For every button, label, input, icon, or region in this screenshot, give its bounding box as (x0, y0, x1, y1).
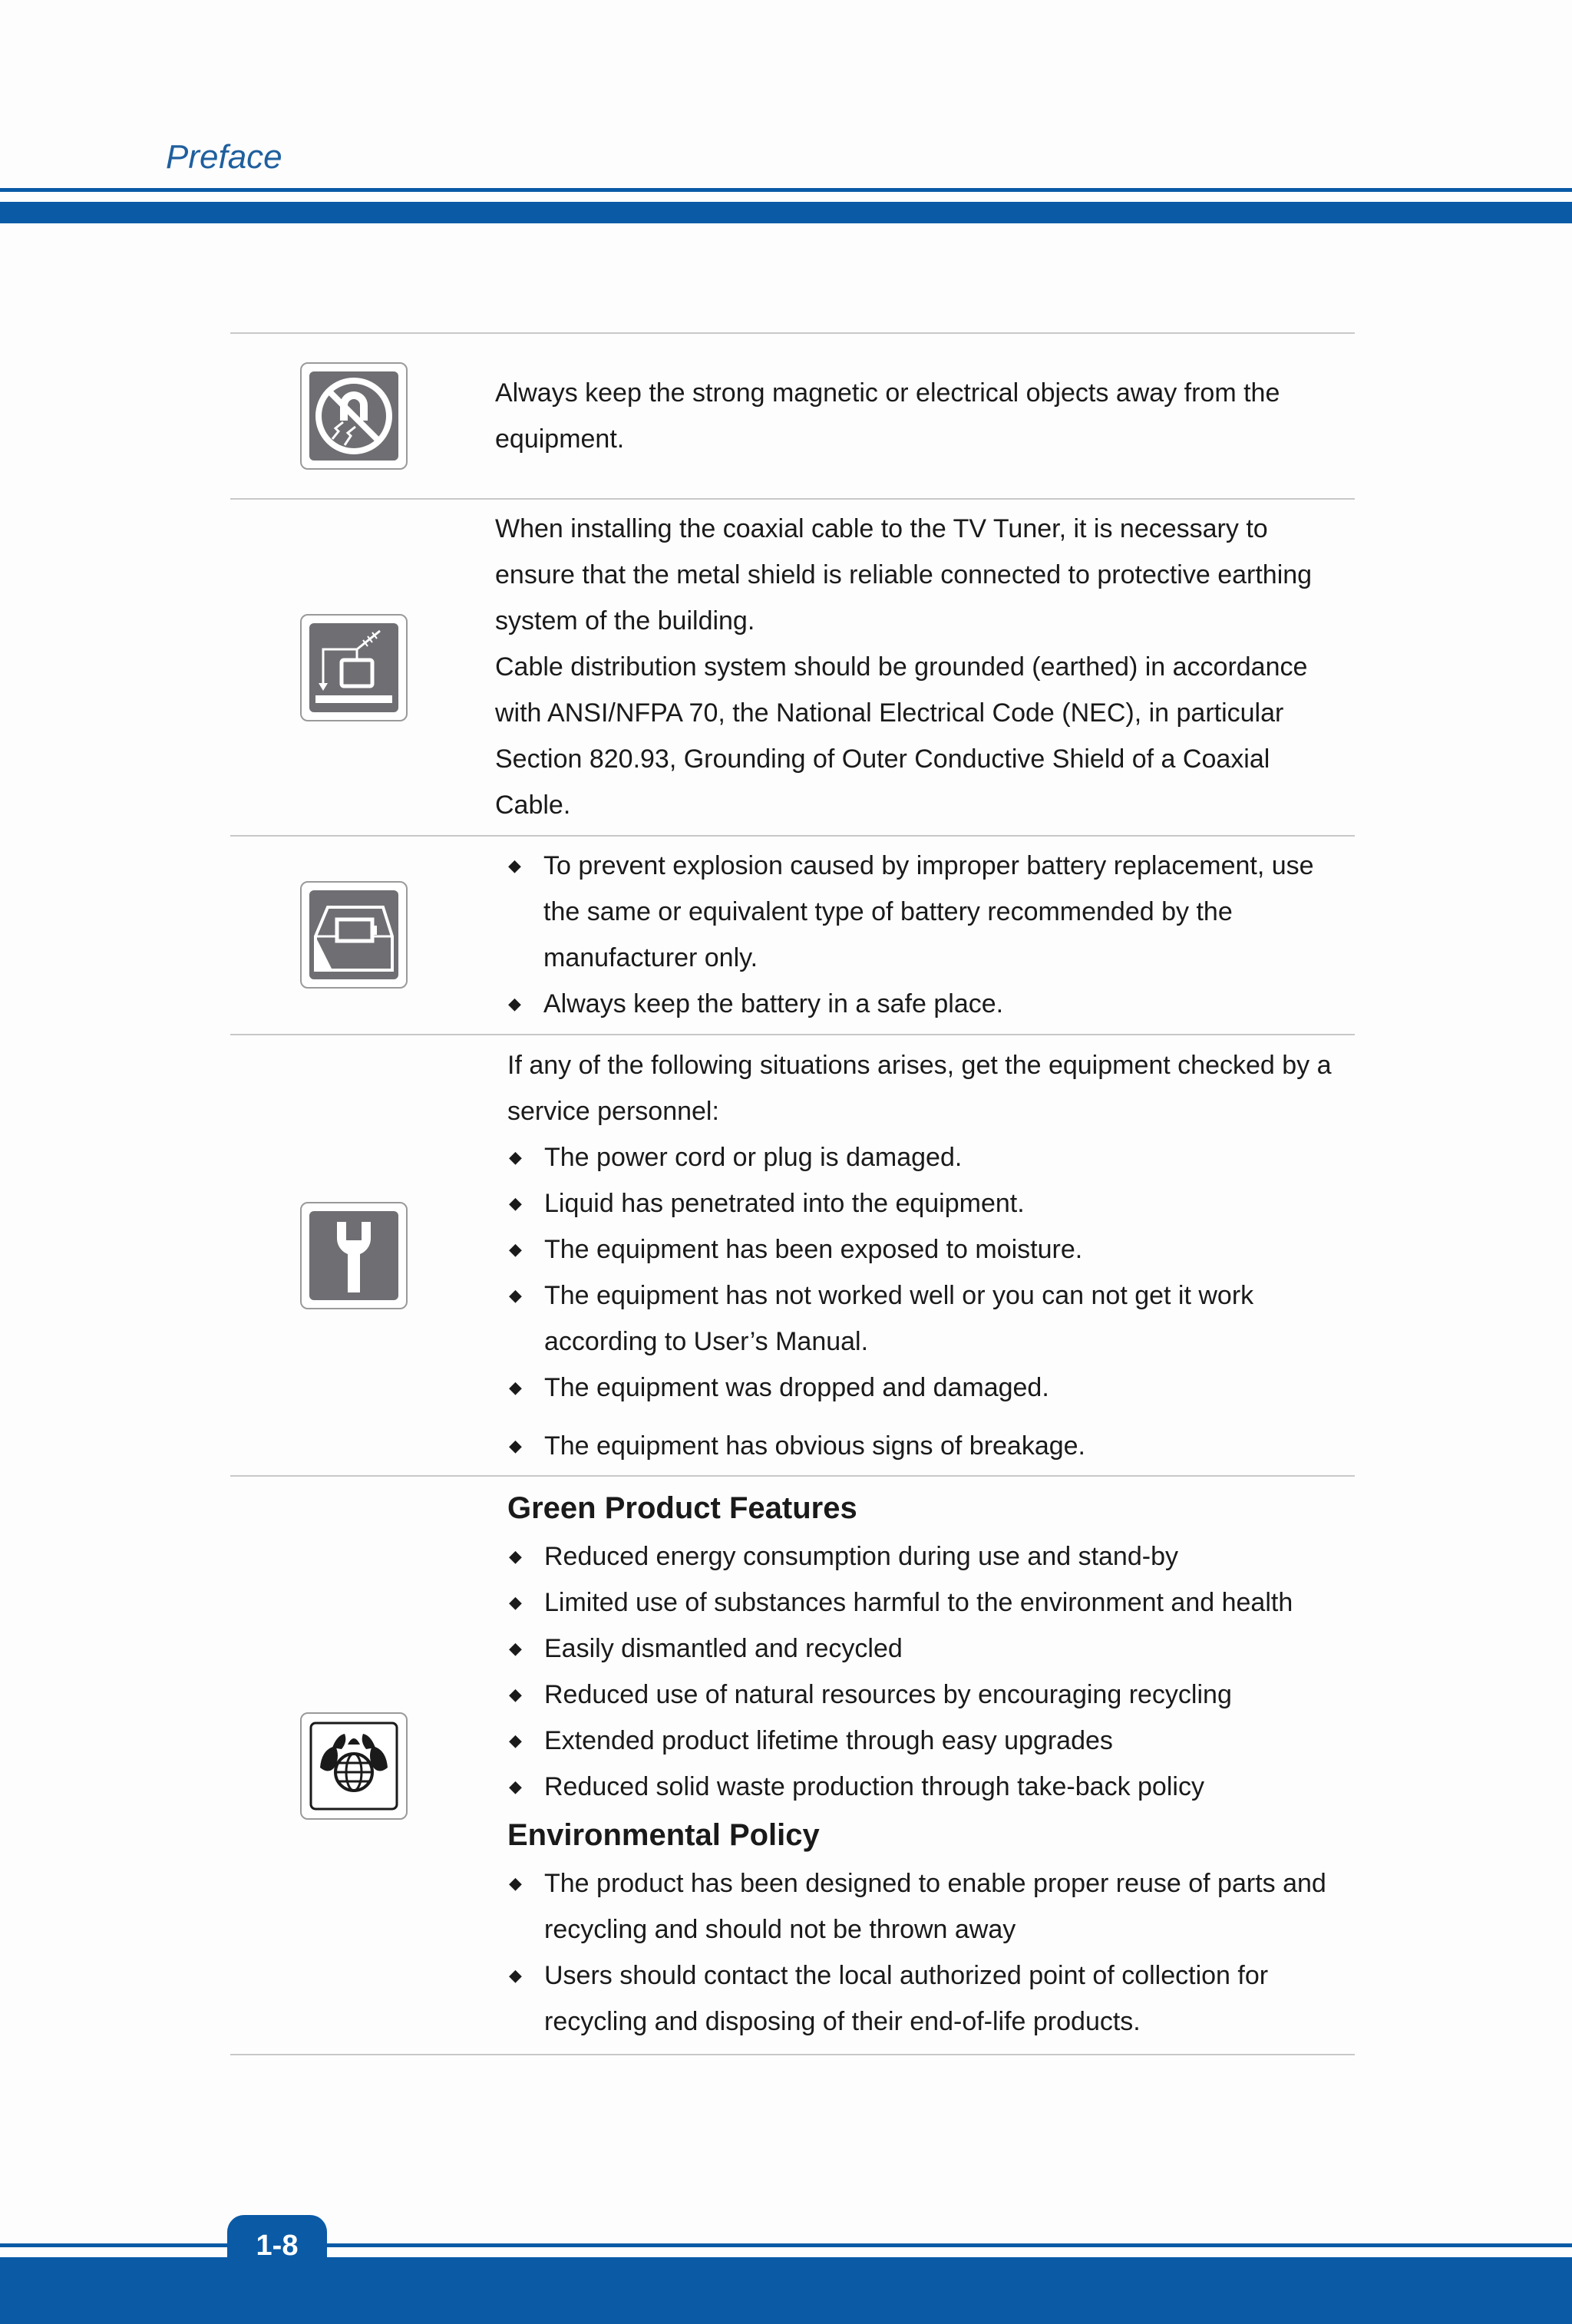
battery-warning-list (507, 843, 1351, 1027)
tv-antenna-ground-icon (300, 614, 408, 721)
list-item: ◆ Liquid has penetrated into the equipment. (509, 1189, 1025, 1218)
text-line: Cable. (495, 791, 571, 820)
list-item: ◆ Reduced solid waste production through take-back policy (509, 1772, 1204, 1801)
list-item: ◆ Always keep the battery in a safe place. (508, 989, 1004, 1018)
service-conditions (507, 1042, 1352, 1469)
list-item: ◆ The equipment has obvious signs of breakage. (509, 1431, 1086, 1461)
list-item: ◆ To prevent explosion caused by improper battery replacement, use the same or equivalent type of battery recommended by the manufacturer only. (508, 851, 1314, 972)
list-item: ◆ The equipment was dropped and damaged. (509, 1373, 1049, 1402)
text-line: with ANSI/NFPA 70, the National Electrical Code (NEC), in particular (495, 698, 1284, 728)
wrench-icon (300, 1202, 408, 1309)
table-rule (230, 498, 1355, 500)
list-item: ◆ The equipment has been exposed to moisture. (509, 1235, 1083, 1264)
text-line: Section 820.93, Grounding of Outer Conductive Shield of a Coaxial (495, 744, 1270, 774)
text-line: When installing the coaxial cable to the TV Tuner, it is necessary to (495, 514, 1268, 543)
text-line: equipment. (495, 424, 625, 454)
table-rule (230, 332, 1355, 334)
list-item: ◆ Reduced use of natural resources by encouraging recycling (509, 1680, 1232, 1709)
list-item: ◆ Extended product lifetime through easy upgrades (509, 1726, 1113, 1755)
text-line: If any of the following situations arises, get the equipment checked by a (507, 1051, 1332, 1080)
list-item: ◆ Users should contact the local authorized point of collection for recycling and disposing of their end-of-life products. (509, 1961, 1269, 2036)
header-divider (0, 188, 1572, 192)
page-header-title: Preface (166, 138, 282, 176)
text-line: Always keep the strong magnetic or electrical objects away from the (495, 378, 1280, 408)
text-line: ensure that the metal shield is reliable connected to protective earthing (495, 560, 1313, 589)
text-line: Cable distribution system should be grounded (earthed) in accordance (495, 652, 1308, 682)
list-item: ◆ The power cord or plug is damaged. (509, 1143, 963, 1172)
list-item: ◆ Easily dismantled and recycled (509, 1634, 903, 1663)
green-product-section (507, 1483, 1359, 2045)
magnetic-warning-text (495, 370, 1339, 462)
table-rule (230, 1475, 1355, 1477)
list-item: ◆ The equipment has not worked well or you can not get it work according to User’s Manual. (509, 1281, 1254, 1356)
list-item: ◆ The product has been designed to enable proper reuse of parts and recycling and should not be thrown away (509, 1869, 1326, 1944)
list-item: ◆ Limited use of substances harmful to the environment and health (509, 1588, 1293, 1617)
text-line: service personnel: (507, 1097, 719, 1126)
page-number: 1-8 (227, 2215, 327, 2276)
battery-box-icon (300, 881, 408, 989)
table-rule (230, 835, 1355, 837)
table-rule (230, 1034, 1355, 1035)
no-magnet-icon (300, 362, 408, 470)
header-band (0, 202, 1572, 223)
environmental-policy-heading: Environmental Policy (507, 1818, 820, 1852)
list-item: ◆ Reduced energy consumption during use and stand-by (509, 1542, 1178, 1571)
table-rule (230, 2054, 1355, 2055)
text-line: system of the building. (495, 606, 755, 635)
green-globe-hands-icon (300, 1712, 408, 1820)
green-features-heading: Green Product Features (507, 1491, 857, 1525)
coaxial-warning-text (495, 506, 1347, 828)
